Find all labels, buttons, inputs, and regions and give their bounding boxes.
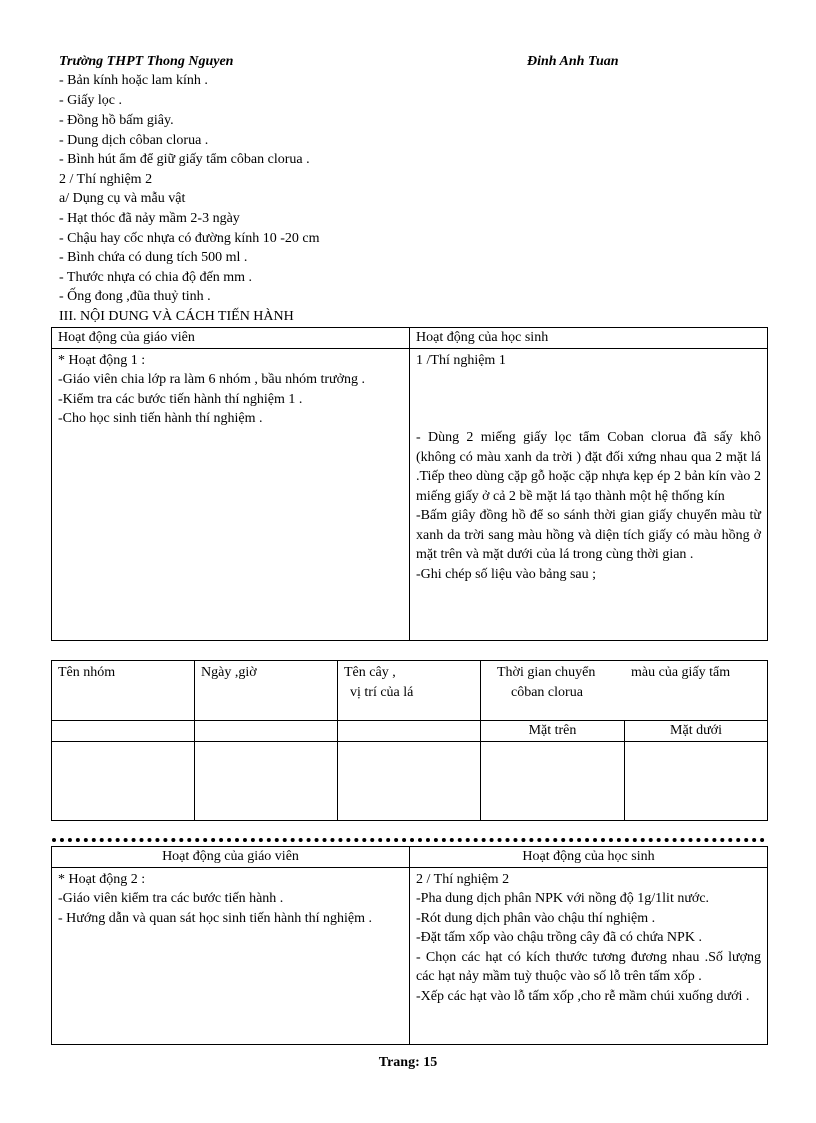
teacher-column-header: Hoạt động của giáo viên xyxy=(52,847,410,868)
student-step: -Bấm giây đồng hồ để so sánh thời gian giấy chuyển màu từ xanh da trời sang màu hồng và diện tích giấy có màu hồng ở mặt trên và mặt dưới của lá trong cùng thời gian . xyxy=(416,508,761,562)
tools-heading: a/ Dụng cụ và mẫu vật xyxy=(59,191,186,206)
student-step: - Chọn các hạt có kích thước tương đương nhau .Số lượng các hạt nảy mầm tuỳ thuộc vào số lỗ trên tấm xốp . xyxy=(416,949,761,984)
teacher-step: -Giáo viên chia lớp ra làm 6 nhóm , bầu nhóm trưởng . xyxy=(58,372,365,387)
results-table xyxy=(51,660,768,821)
teacher-step: -Giáo viên kiểm tra các bước tiến hành . xyxy=(58,891,284,906)
activity-heading: * Hoạt động 2 : xyxy=(58,871,146,887)
color-label: màu của giấy tẩm xyxy=(631,665,731,680)
experiment-title: 2 / Thí nghiệm 2 xyxy=(416,871,510,887)
student-step: -Ghi chép số liệu vào bảng sau ; xyxy=(416,566,597,582)
plant-name-label: Tên cây , xyxy=(344,665,396,680)
material-line: - Ống đong ,đũa thuỷ tinh . xyxy=(59,289,211,304)
teacher-step: - Hướng dẫn và quan sát học sinh tiến hành thí nghiệm . xyxy=(58,910,372,926)
student-step: -Đặt tấm xốp vào chậu trồng cây đã có chứa NPK . xyxy=(416,930,702,945)
leaf-position-label: vị trí của lá xyxy=(350,684,414,700)
experiment-title: 1 /Thí nghiệm 1 xyxy=(416,352,506,368)
teacher-step: -Kiểm tra các bước tiến hành thí nghiệm 1 . xyxy=(58,391,303,407)
section-title: III. NỘI DUNG VÀ CÁCH TIẾN HÀNH xyxy=(59,309,294,324)
color-change-time-header xyxy=(481,661,768,721)
material-line: - Bình hút ẩm để giữ giấy tẩm côban clorua . xyxy=(59,152,310,167)
dotted-divider xyxy=(52,838,765,842)
activity-table-2 xyxy=(51,846,768,1045)
author-name: Đinh Anh Tuan xyxy=(527,54,619,69)
student-column-header: Hoạt động của học sinh xyxy=(410,847,768,868)
student-step: - Dùng 2 miếng giấy lọc tẩm Coban clorua đã sấy khô (không có màu xanh da trời ) đặt đối xứng nhau qua 2 mặt lá .Tiếp theo dùng cặp gỗ hoặc cặp nhựa kẹp ép 2 bản kín vào 2 miếng giấy ở cả 2 bề mặt lá tạo thành một hệ thống kín xyxy=(416,430,761,504)
page-number: Trang: 15 xyxy=(378,1055,438,1070)
student-activity-cell xyxy=(410,867,768,1044)
material-line: - Hạt thóc đã nảy mầm 2-3 ngày xyxy=(59,211,240,226)
student-activity-cell xyxy=(410,348,768,640)
material-line: - Chậu hay cốc nhựa có đường kính 10 -20 cm xyxy=(59,231,320,246)
teacher-step: -Cho học sinh tiến hành thí nghiệm . xyxy=(58,411,263,426)
student-step: -Rót dung dịch phân vào chậu thí nghiệm . xyxy=(416,910,656,926)
time-label: Thời gian chuyển xyxy=(497,665,596,680)
teacher-activity-cell xyxy=(52,348,410,640)
teacher-activity-cell xyxy=(52,867,410,1044)
group-name-header: Tên nhóm xyxy=(52,661,195,721)
school-name: Trường THPT Thong Nguyen xyxy=(59,54,234,69)
material-line: - Bình chứa có dung tích 500 ml . xyxy=(59,250,248,265)
student-step: -Xếp các hạt vào lỗ tấm xốp ,cho rễ mầm chúi xuống dưới . xyxy=(416,988,750,1004)
activity-table-1 xyxy=(51,327,768,641)
date-time-header: Ngày ,giờ xyxy=(195,661,338,721)
material-line: - Giấy lọc . xyxy=(59,93,122,108)
lower-surface-header: Mặt dưới xyxy=(625,721,768,742)
upper-surface-header: Mặt trên xyxy=(481,721,625,742)
table-row xyxy=(52,741,768,820)
material-line: - Đồng hồ bấm giây. xyxy=(59,113,174,128)
material-line: - Thước nhựa có chia độ đến mm . xyxy=(59,270,252,285)
activity-heading: * Hoạt động 1 : xyxy=(58,352,146,368)
student-column-header: Hoạt động của học sinh xyxy=(410,328,768,349)
teacher-column-header: Hoạt động của giáo viên xyxy=(52,328,410,349)
material-line: - Bản kính hoặc lam kính . xyxy=(59,73,208,88)
material-line: - Dung dịch côban clorua . xyxy=(59,133,209,148)
student-step: -Pha dung dịch phân NPK với nồng độ 1g/1lit nước. xyxy=(416,891,710,906)
plant-leaf-header xyxy=(338,661,481,721)
experiment-2-heading: 2 / Thí nghiệm 2 xyxy=(59,172,153,187)
reagent-label: côban clorua xyxy=(511,684,583,700)
